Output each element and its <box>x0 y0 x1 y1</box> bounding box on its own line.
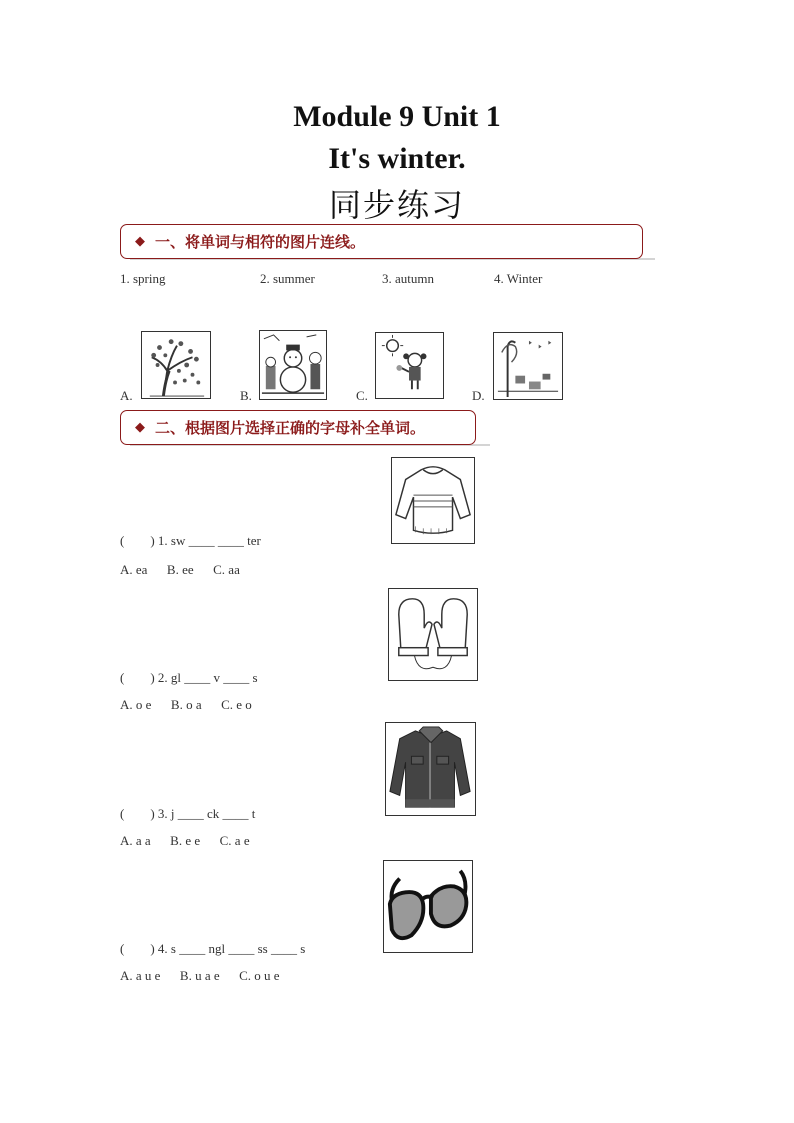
word-item: 2. summer <box>260 271 315 286</box>
question-options: A. o e B. o a C. e o <box>120 697 252 712</box>
sunglasses-icon <box>384 861 472 952</box>
section-header-2 <box>120 410 476 445</box>
jacket-icon <box>386 723 475 815</box>
section-heading-2: 二、根据图片选择正确的字母补全单词。 <box>155 419 426 437</box>
diamond-icon: ◆ <box>135 420 145 435</box>
summer-girl-picture <box>375 332 444 399</box>
picture-label: A. <box>120 388 133 403</box>
worksheet-label: 同步练习 <box>328 186 465 224</box>
snowman-icon <box>260 331 326 399</box>
page-title: Module 9 Unit 1 <box>293 100 501 133</box>
autumn-icon <box>494 333 562 399</box>
sweater-icon <box>392 458 474 543</box>
question-options: A. a a B. e e C. a e <box>120 833 250 848</box>
question-stem: ( ) 3. j ____ ck ____ t <box>120 806 256 821</box>
question-stem: ( ) 1. sw ____ ____ ter <box>120 533 261 548</box>
page-subtitle: It's winter. <box>328 142 466 175</box>
section-header-1 <box>120 224 643 259</box>
question-stem: ( ) 2. gl ____ v ____ s <box>120 670 258 685</box>
picture-label: D. <box>472 388 485 403</box>
jacket-picture <box>385 722 476 816</box>
sun-girl-icon <box>376 333 443 398</box>
section-heading-1: 一、将单词与相符的图片连线。 <box>155 233 366 251</box>
question-options: A. a u e B. u a e C. o u e <box>120 968 280 983</box>
picture-label: C. <box>356 388 368 403</box>
sweater-picture <box>391 457 475 544</box>
picture-label: B. <box>240 388 252 403</box>
spring-tree-picture <box>141 331 211 399</box>
diamond-icon: ◆ <box>135 234 145 249</box>
mittens-icon <box>389 589 477 680</box>
snowman-picture <box>259 330 327 400</box>
question-options: A. ea B. ee C. aa <box>120 562 240 577</box>
sunglasses-picture <box>383 860 473 953</box>
tree-icon <box>142 332 210 398</box>
word-item: 1. spring <box>120 271 166 286</box>
autumn-scene-picture <box>493 332 563 400</box>
word-item: 4. Winter <box>494 271 543 286</box>
question-stem: ( ) 4. s ____ ngl ____ ss ____ s <box>120 941 306 956</box>
mittens-picture <box>388 588 478 681</box>
word-item: 3. autumn <box>382 271 434 286</box>
